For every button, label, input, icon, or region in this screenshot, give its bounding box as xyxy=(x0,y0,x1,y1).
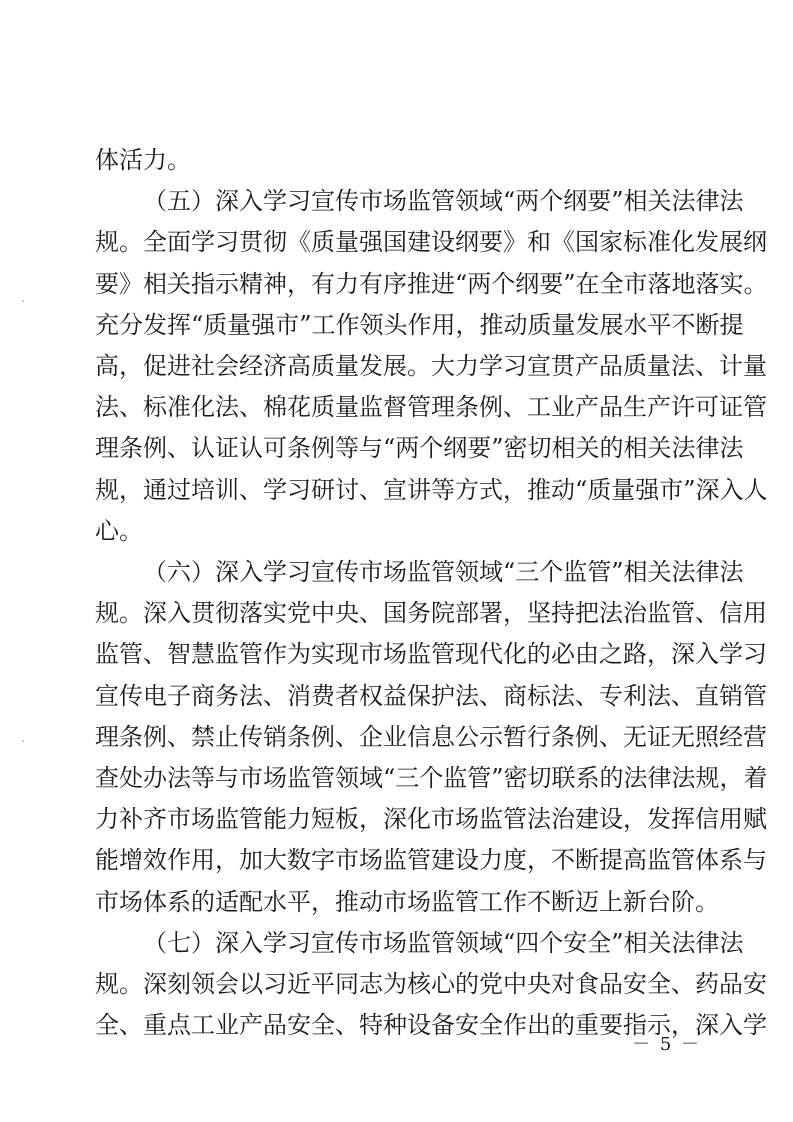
text-line: 能增效作用，加大数字市场监管建设力度，不断提高监管体系与 xyxy=(95,846,767,874)
text-line: 市场体系的适配水平，推动市场监管工作不断迈上新台阶。 xyxy=(95,888,719,916)
text-line: 心。 xyxy=(95,517,143,545)
text-line: 规。深刻领会以习近平同志为核心的党中央对食品安全、药品安 xyxy=(95,970,767,998)
text-line: 宣传电子商务法、消费者权益保护法、商标法、专利法、直销管 xyxy=(95,682,767,710)
text-line: 规。深入贯彻落实党中央、国务院部署，坚持把法治监管、信用 xyxy=(95,599,767,627)
text-line: 理条例、认证认可条例等与“两个纲要”密切相关的相关法律法 xyxy=(95,434,744,462)
scan-speck xyxy=(22,300,24,302)
section-heading-seven: （七）深入学习宣传市场监管领域“四个安全”相关法律法 xyxy=(143,929,744,957)
text-line: 体活力。 xyxy=(95,146,191,174)
text-line: 规，通过培训、学习研讨、宣讲等方式，推动“质量强市”深入人 xyxy=(95,476,768,504)
page-number: － 5 － xyxy=(632,1034,701,1055)
text-line: 全、重点工业产品安全、特种设备安全作出的重要指示，深入学 xyxy=(95,1011,767,1039)
text-line: 查处办法等与市场监管领域“三个监管”密切联系的法律法规，着 xyxy=(95,764,768,792)
section-heading-five: （五）深入学习宣传市场监管领域“两个纲要”相关法律法 xyxy=(143,187,744,215)
text-line: 理条例、禁止传销条例、企业信息公示暂行条例、无证无照经营 xyxy=(95,723,767,751)
scan-speck xyxy=(22,740,24,742)
text-line: 高，促进社会经济高质量发展。大力学习宣贯产品质量法、计量 xyxy=(95,352,767,380)
text-line: 力补齐市场监管能力短板，深化市场监管法治建设，发挥信用赋 xyxy=(95,805,767,833)
section-heading-six: （六）深入学习宣传市场监管领域“三个监管”相关法律法 xyxy=(143,558,744,586)
text-line: 法、标准化法、棉花质量监督管理条例、工业产品生产许可证管 xyxy=(95,393,767,421)
text-line: 充分发挥“质量强市”工作领头作用，推动质量发展水平不断提 xyxy=(95,311,744,339)
text-line: 规。全面学习贯彻《质量强国建设纲要》和《国家标准化发展纲 xyxy=(95,228,767,256)
text-line: 要》相关指示精神，有力有序推进“两个纲要”在全市落地落实。 xyxy=(95,270,768,298)
text-line: 监管、智慧监管作为实现市场监管现代化的必由之路，深入学习 xyxy=(95,640,767,668)
